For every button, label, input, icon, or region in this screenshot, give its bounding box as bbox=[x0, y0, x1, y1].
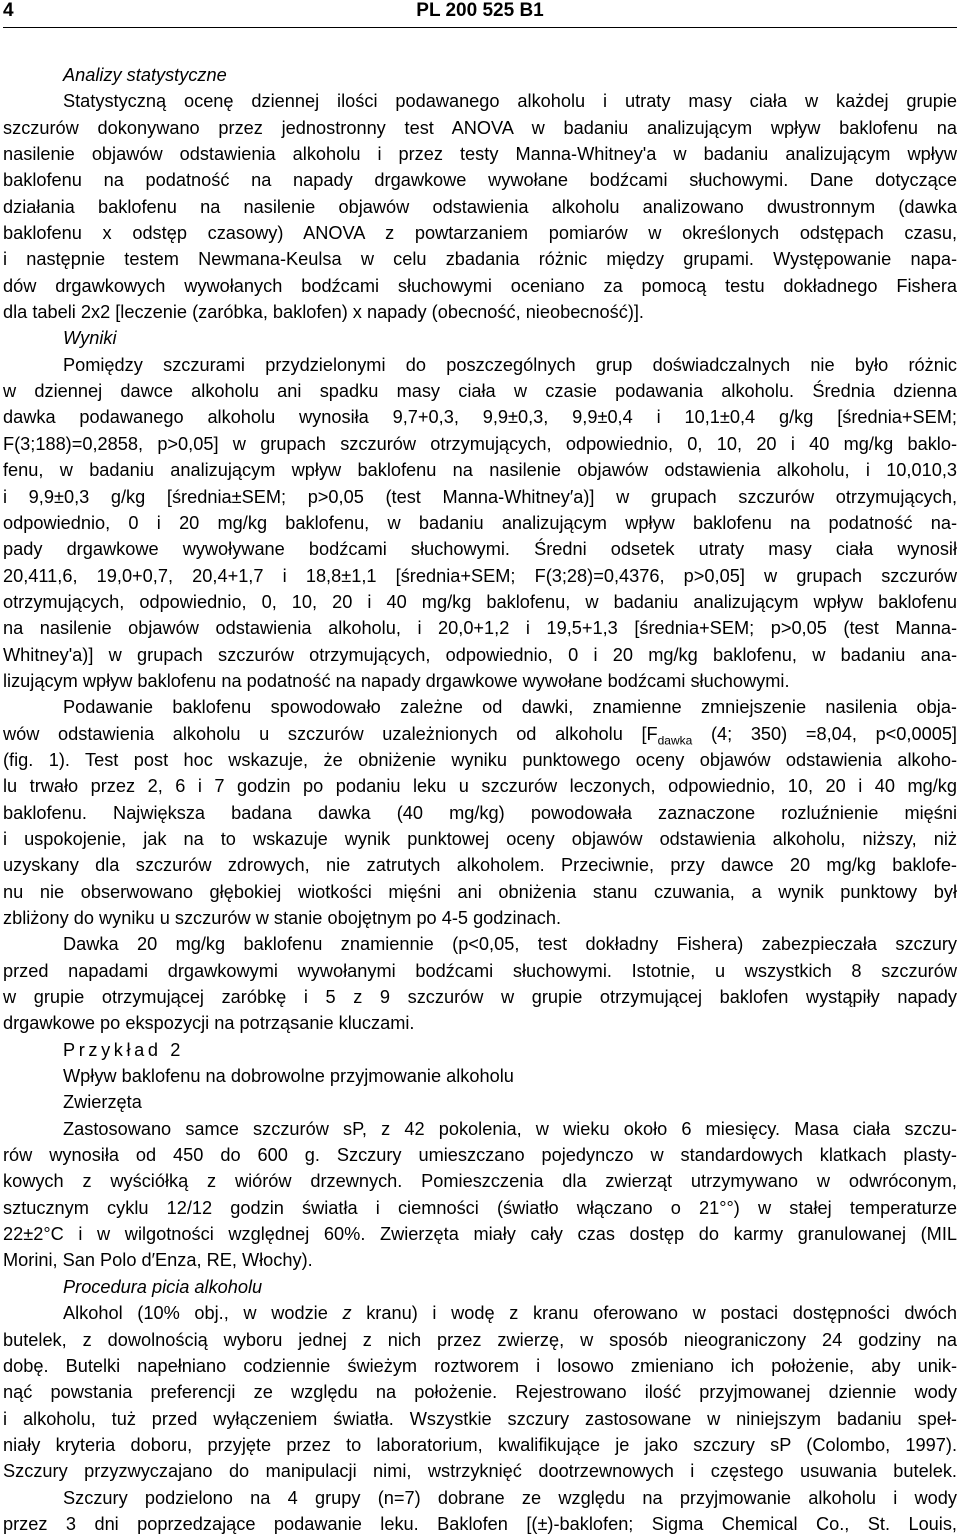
text-line: przez 3 dni poprzedzające podawanie leku. Baklofen [(±)-baklofen; Sigma Chemical Co., St. Louis, bbox=[3, 1513, 957, 1534]
text-span: wów odstawienia alkoholu u szczurów uzależnionych od alkoholu [F bbox=[3, 723, 658, 744]
page-number: 4 bbox=[3, 0, 14, 21]
text-line: Morini, San Polo d′Enza, RE, Włochy). bbox=[3, 1250, 313, 1271]
text-line: zbliżony do wyniku u szczurów w stanie obojętnym po 4-5 godzinach. bbox=[3, 908, 562, 928]
text-line: baklofenu x odstęp czasowy) ANOVA z powtarzaniem pomiarów w określonych odstępach czasu, bbox=[3, 223, 957, 244]
text-line: F(3;188)=0,2858, p>0,05] w grupach szczurów otrzymujących, odpowiednio, 0, 10, 20 i 40 mg/kg baklo- bbox=[3, 433, 957, 454]
header-rule bbox=[3, 27, 957, 28]
text-line-with-subscript bbox=[3, 721, 957, 747]
text-line: (fig. 1). Test post hoc wskazuje, że obniżenie wyniku punktowego oceny objawów odstawienia alkoho- bbox=[3, 749, 957, 770]
text-line: na nasilenie objawów odstawienia alkoholu, i 20,0+1,2 i 19,5+1,3 [średnia+SEM; p>0,05 (test Manna- bbox=[3, 618, 957, 639]
text-line: w grupie otrzymującej zaróbkę i 5 z 9 szczurów w grupie otrzymującej baklofen wystąpiły napady bbox=[3, 987, 957, 1008]
text-line: Zastosowano samce szczurów sP, z 42 pokolenia, w wieku około 6 miesięcy. Masa ciała szczu- bbox=[63, 1118, 957, 1139]
section-heading-results: Wyniki bbox=[63, 328, 117, 349]
text-line: lu trwało przez 2, 6 i 7 godzin po podaniu leku u szczurów leczonych, odpowiednio, 10, 20 i 40 mg/kg bbox=[3, 776, 957, 797]
page-header bbox=[0, 0, 960, 24]
text-line: i uspokojenie, jak na to wskazuje wynik punktowej oceny objawów odstawienia alkoholu, niższy, niż bbox=[3, 828, 957, 849]
example-heading: Przykład 2 bbox=[63, 1039, 184, 1060]
italic-word: z bbox=[342, 1303, 352, 1324]
text-line: i następnie testem Newmana-Keulsa w celu zbadania różnic między grupami. Występowanie napa- bbox=[3, 249, 957, 270]
text-line: dów drgawkowych wywołanych bodźcami słuchowymi oceniano za pomocą testu dokładnego Fishera bbox=[3, 275, 957, 296]
text-line: i alkoholu, tuż przed wyłączeniem światła. Wszystkie szczury zastosowane w niniejszym badaniu speł- bbox=[3, 1408, 957, 1429]
text-line: Szczury przyzwyczajano do manipulacji nimi, wstrzyknięć dootrzewnowych i częstego usuwania butelek. bbox=[3, 1461, 957, 1482]
text-line: dobę. Butelki napełniano codziennie świeżym roztworem i losowo zmieniano ich położenie, aby unik- bbox=[3, 1355, 957, 1376]
text-line: w dziennej dawce alkoholu ani spadku masy ciała w czasie podawania alkoholu. Średnia dzienna bbox=[3, 381, 957, 402]
text-line: butelek, z dowolnością wyboru jednej z nich przez zwierzę, w sposób nieograniczony 24 godziny na bbox=[3, 1329, 957, 1350]
subscript-dawka: dawka bbox=[657, 733, 693, 748]
text-line: rów wynosiła od 450 do 600 g. Szczury umieszczano pojedynczo w standardowych klatkach plasty- bbox=[3, 1145, 957, 1166]
text-line-with-italic bbox=[3, 1300, 957, 1326]
text-line: sztucznym cyklu 12/12 godzin światła i ciemności (światło włączano o 21°°) w stałej temperaturze bbox=[3, 1197, 957, 1218]
text-line: baklofenu na podatność na napady drgawkowe wywołane bodźcami słuchowymi. Dane dotyczące bbox=[3, 170, 957, 191]
text-line: Dawka 20 mg/kg baklofenu znamiennie (p<0,05, test dokładny Fishera) zabezpieczała szczury bbox=[63, 934, 957, 955]
text-line: niały kryteria doboru, przyjęte przez to laboratorium, kwalifikujące je jako szczury sP (Colombo, 1997). bbox=[3, 1434, 957, 1455]
text-line: drgawkowe po ekspozycji na potrząsanie kluczami. bbox=[3, 1013, 415, 1034]
text-span: kranu) i wodę z kranu oferowano w postaci dostępności dwóch bbox=[351, 1303, 958, 1324]
text-line: nasilenie objawów odstawienia alkoholu i przez testy Manna-Whitney'a w badaniu analizującym wpływ bbox=[3, 144, 957, 165]
text-line: nu nie obserwowano głębokiej wiotkości mięśni ani obniżenia stanu czuwania, a wynik punktowy był bbox=[3, 881, 957, 902]
text-line: nąć powstania preferencji ze względu na położenie. Rejestrowano ilość przyjmowanej dziennie wody bbox=[3, 1382, 957, 1403]
text-line: lizującym wpływ baklofenu na podatność na napady drgawkowe wywołane bodźcami słuchowymi. bbox=[3, 670, 790, 691]
text-line: odpowiednio, 0 i 20 mg/kg baklofenu, w badaniu analizującym wpływ baklofenu na podatność na- bbox=[3, 512, 957, 533]
subsection-heading-animals: Zwierzęta bbox=[63, 1092, 142, 1113]
text-line: 20,411,6, 19,0+0,7, 20,4+1,7 i 18,8±1,1 [średnia+SEM; F(3;28)=0,4376, p>0,05] w grupach szczurów bbox=[3, 565, 957, 586]
text-line: uzyskany dla szczurów zdrowych, nie zatrutych alkoholem. Przeciwnie, przy dawce 20 mg/kg baklofe- bbox=[3, 855, 957, 876]
text-line: Podawanie baklofenu spowodowało zależne od dawki, znamienne zmniejszenie nasilenia obja- bbox=[63, 697, 957, 718]
text-line: przed napadami drgawkowymi wywołanymi bodźcami słuchowymi. Istotnie, u wszystkich 8 szczurów bbox=[3, 960, 957, 981]
text-line: 22±2°C i w wilgotności względnej 60%. Zwierzęta miały cały czas dostęp do karmy granulowanej (MIL bbox=[3, 1224, 957, 1245]
text-line: Pomiędzy szczurami przydzielonymi do poszczególnych grup doświadczalnych nie było różnic bbox=[63, 354, 957, 375]
example-title: Wpływ baklofenu na dobrowolne przyjmowanie alkoholu bbox=[63, 1066, 514, 1087]
text-span: Alkohol (10% obj., w wodzie bbox=[63, 1303, 343, 1324]
subsection-heading-drinking-procedure: Procedura picia alkoholu bbox=[63, 1276, 263, 1297]
text-line: dla tabeli 2x2 [leczenie (zaróbka, baklofen) x napady (obecność, nieobecność)]. bbox=[3, 302, 644, 323]
text-line: Szczury podzielono na 4 grupy (n=7) dobrane ze względu na przyjmowanie alkoholu i wody bbox=[63, 1487, 957, 1508]
text-line: działania baklofenu na nasilenie objawów odstawienia alkoholu analizowano dwustronnym (dawka bbox=[3, 196, 957, 217]
document-body bbox=[3, 62, 957, 1537]
patent-number: PL 200 525 B1 bbox=[416, 0, 544, 21]
text-line: pady drgawkowe wywoływane bodźcami słuchowymi. Średni odsetek utraty masy ciała wynosił bbox=[3, 539, 957, 560]
text-line: baklofenu. Największa badana dawka (40 mg/kg) powodowała zaznaczone rozluźnienie mięśni bbox=[3, 802, 957, 823]
section-heading-statistical-analysis: Analizy statystyczne bbox=[63, 65, 227, 85]
text-line: fenu, w badaniu analizującym wpływ baklofenu na nasilenie objawów odstawienia alkoholu, i 10,010,3 bbox=[3, 460, 957, 481]
text-line: Whitney'a)] w grupach szczurów otrzymujących, odpowiednio, 0 i 20 mg/kg baklofenu, w badaniu ana- bbox=[3, 644, 957, 665]
text-line: otrzymujących, odpowiednio, 0, 10, 20 i 40 mg/kg baklofenu, w badaniu analizującym wpływ baklofenu bbox=[3, 591, 957, 612]
text-line: dawka podawanego alkoholu wynosiła 9,7+0,3, 9,9±0,3, 9,9±0,4 i 10,1±0,4 g/kg [średnia+SEM; bbox=[3, 407, 957, 428]
text-line: szczurów dokonywano przez jednostronny test ANOVA w badaniu analizującym wpływ baklofenu na bbox=[3, 117, 957, 138]
text-line: Statystyczną ocenę dziennej ilości podawanego alkoholu i utraty masy ciała w każdej grupie bbox=[63, 91, 957, 112]
text-span: (4; 350) =8,04, p<0,0005] bbox=[692, 723, 957, 744]
text-line: kowych z wyściółką z wiórów drzewnych. Pomieszczenia dla zwierząt utrzymywano w odwróconym, bbox=[3, 1171, 957, 1192]
text-line: i 9,9±0,3 g/kg [średnia±SEM; p>0,05 (test Manna-Whitney′a)] w grupach szczurów otrzymujących, bbox=[3, 486, 957, 507]
